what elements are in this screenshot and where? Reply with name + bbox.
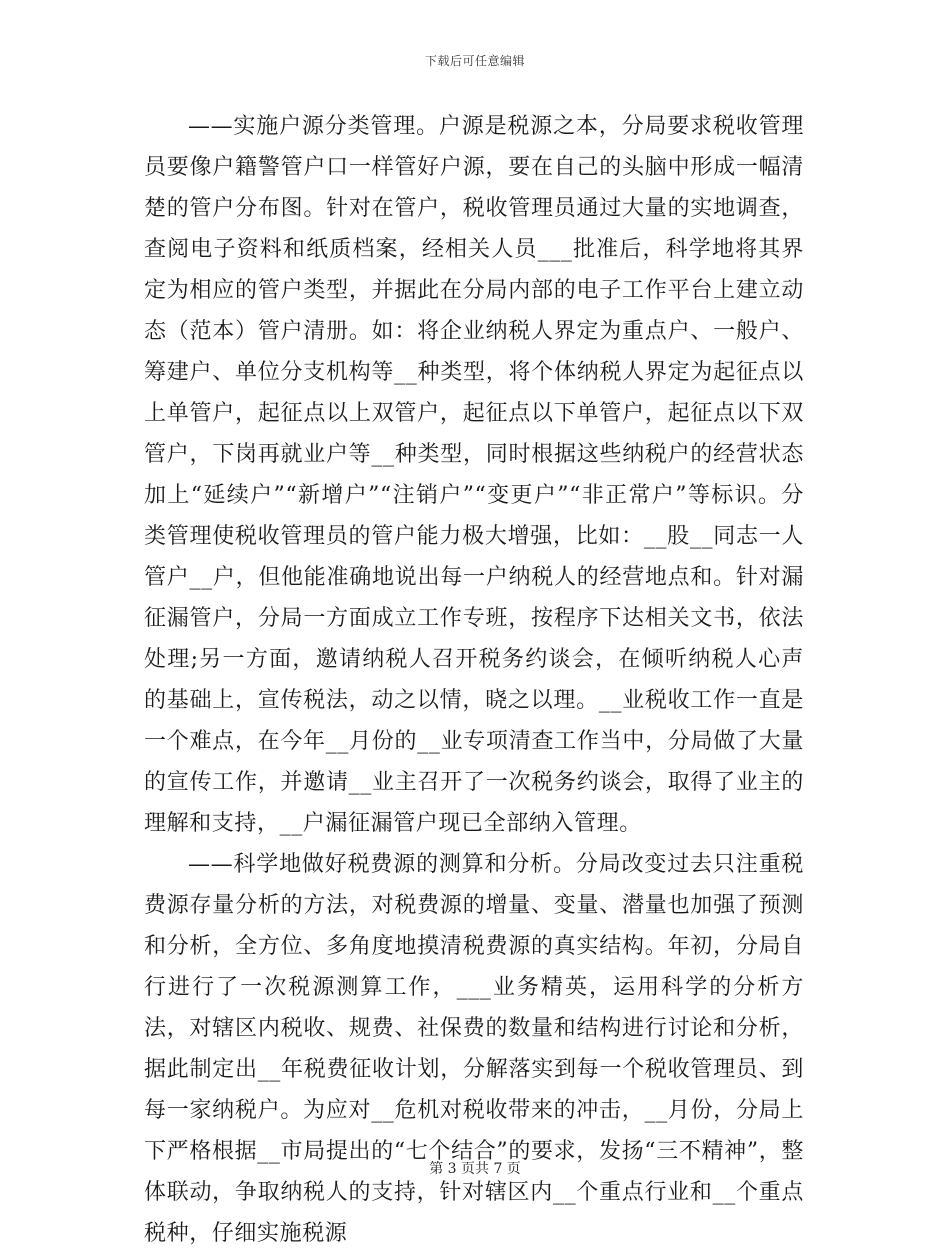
paragraph-household-classification: ——实施户源分类管理。户源是税源之本，分局要求税收管理员要像户籍警管户口一样管好户源，要在自己的头脑中形成一幅清楚的管户分布图。针对在管户，税收管理员通过大量的实地调查，查阅电子资料和纸质档案，经相关人员___批准后，科学地将其界定为相应的管户类型，并据此在分局内部的电子工作平台上建立动态（范本）管户清册。如：将企业纳税人界定为重点户、一般户、筹建户、单位分支机构等__种类型，将个体纳税人界定为起征点以上单管户，起征点以上双管户，起征点以下单管户，起征点以下双管户，下岗再就业户等__种类型，同时根据这些纳税户的经营状态加上“延续户”“新增户”“注销户”“变更户”“非正常户”等标识。分类管理使税收管理员的管户能力极大增强，比如：__股__同志一人管户__户，但他能准确地说出每一户纳税人的经营地点和。针对漏征漏管户，分局一方面成立工作专班，按程序下达相关文书，依法处理;另一方面，邀请纳税人召开税务约谈会，在倾听纳税人心声的基础上，宣传税法，动之以情，晓之以理。__业税收工作一直是一个难点，在今年__月份的__业专项清查工作当中，分局做了大量的宣传工作，并邀请__业主召开了一次税务约谈会，取得了业主的理解和支持，__户漏征漏管户现已全部纳入管理。 bbox=[144, 114, 804, 836]
page-number: 第 3 页共 7 页 bbox=[429, 1161, 521, 1177]
document-body bbox=[144, 106, 804, 1254]
page-header-note: 下载后可任意编辑 bbox=[424, 54, 525, 68]
paragraph-tax-source-analysis: ——科学地做好税费源的测算和分析。分局改变过去只注重税费源存量分析的方法，对税费源的增量、变量、潜量也加强了预测和分析，全方位、多角度地摸清税费源的真实结构。年初，分局自行进行了一次税源测算工作，___业务精英，运用科学的分析方法，对辖区内税收、规费、社保费的数量和结构进行讨论和分析，据此制定出__年税费征收计划，分解落实到每一个税收管理员、到每一家纳税户。为应对__危机对税收带来的冲击，__月份，分局上下严格根据__市局提出的“七个结合”的要求，发扬“三不精神”，整体联动，争取纳税人的支持，针对辖区内__个重点行业和__个重点税种，仔细实施税源 bbox=[144, 852, 804, 1246]
